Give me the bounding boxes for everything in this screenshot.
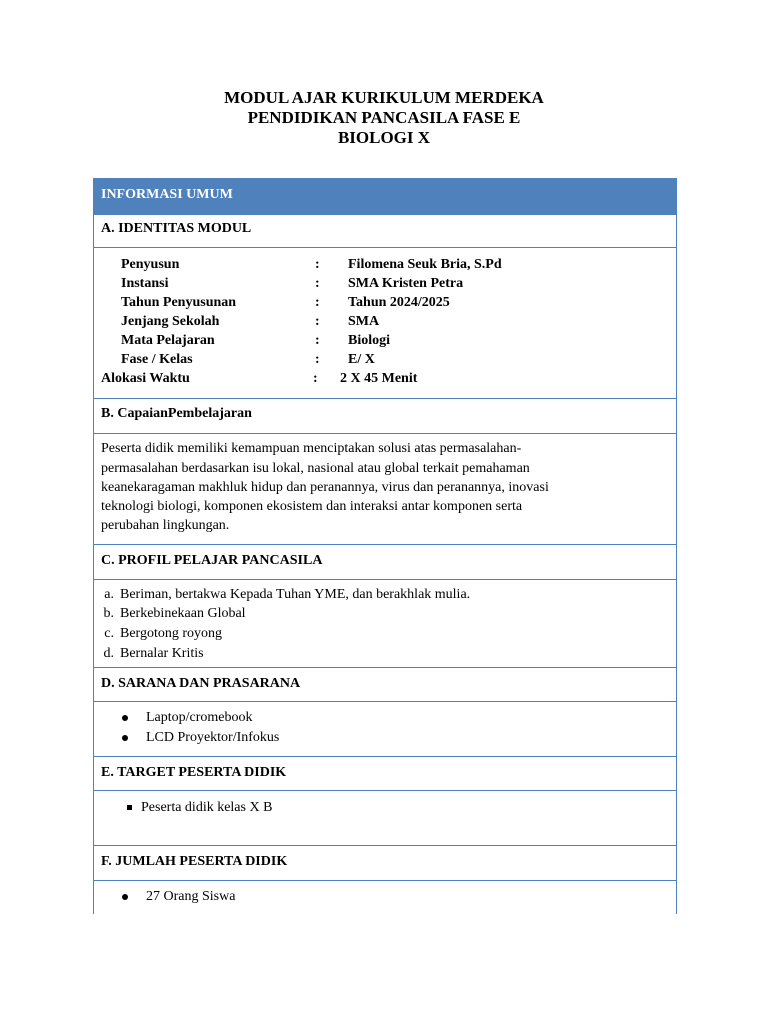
list-item (94, 645, 204, 663)
identitas-separator: : (315, 333, 320, 348)
identitas-separator: : (313, 371, 318, 386)
divider (94, 398, 676, 399)
list-item (122, 729, 279, 747)
identitas-value: Biologi (348, 333, 391, 348)
list-item-text: LCD Proyektor/Infokus (146, 730, 280, 745)
identitas-label: Alokasi Waktu (101, 371, 190, 386)
section-identitas-heading: A. IDENTITAS MODUL (101, 221, 252, 236)
table-header: INFORMASI UMUM (94, 178, 676, 214)
identitas-label: Tahun Penyusunan (121, 295, 237, 310)
square-bullet-icon (127, 805, 132, 810)
divider (94, 790, 676, 791)
list-item-text: 27 Orang Siswa (146, 889, 236, 904)
section-profil-heading: C. PROFIL PELAJAR PANCASILA (101, 553, 323, 568)
identitas-value: 2 X 45 Menit (340, 371, 418, 386)
section-capaian-heading: B. CapaianPembelajaran (101, 406, 252, 421)
paragraph-line: permasalahan berdasarkan isu lokal, nasional atau global terkait pemahaman (101, 461, 530, 476)
identitas-label: Penyusun (121, 257, 180, 272)
divider (94, 247, 676, 248)
list-marker: d. (103, 646, 114, 661)
section-jumlah-heading: F. JUMLAH PESERTA DIDIK (101, 854, 288, 869)
list-marker: a. (104, 587, 114, 602)
divider (94, 433, 676, 434)
identitas-label: Jenjang Sekolah (121, 314, 220, 329)
identitas-value: SMA Kristen Petra (348, 276, 464, 291)
list-item-text: Peserta didik kelas X B (141, 800, 273, 815)
identitas-label: Instansi (121, 276, 169, 291)
list-item (94, 625, 222, 643)
list-item-text: Bergotong royong (120, 626, 223, 641)
list-marker: b. (103, 606, 114, 621)
divider (94, 667, 676, 668)
identitas-value: E/ X (348, 352, 375, 367)
list-item (122, 888, 235, 906)
section-sarana-heading: D. SARANA DAN PRASARANA (101, 676, 301, 691)
list-item-text: Bernalar Kritis (120, 646, 204, 661)
identitas-label: Fase / Kelas (121, 352, 193, 367)
paragraph-line: Peserta didik memiliki kemampuan menciptakan solusi atas permasalahan- (101, 441, 522, 456)
document-subject: BIOLOGI X (337, 128, 431, 147)
list-item (94, 586, 470, 604)
identitas-value: SMA (348, 314, 380, 329)
divider (94, 214, 676, 215)
list-item (122, 709, 253, 727)
list-item (127, 799, 272, 817)
divider (94, 756, 676, 757)
bullet-icon (122, 894, 128, 900)
identitas-separator: : (315, 276, 320, 291)
paragraph-line: keanekaragaman makhluk hidup dan peranannya, virus dan peranannya, inovasi (101, 480, 549, 495)
list-item-text: Laptop/cromebook (146, 710, 253, 725)
paragraph-line: teknologi biologi, komponen ekosistem dan interaksi antar komponen serta (101, 499, 523, 514)
list-marker: c. (104, 626, 114, 641)
identitas-separator: : (315, 295, 320, 310)
bullet-icon (122, 715, 128, 721)
divider (94, 880, 676, 881)
identitas-separator: : (315, 314, 320, 329)
divider (94, 544, 676, 545)
info-table (93, 178, 677, 914)
identitas-value: Filomena Seuk Bria, S.Pd (348, 257, 502, 272)
paragraph-line: perubahan lingkungan. (101, 518, 230, 533)
identitas-label: Mata Pelajaran (121, 333, 215, 348)
identitas-separator: : (315, 352, 320, 367)
document-subtitle: PENDIDIKAN PANCASILA FASE E (247, 108, 521, 127)
divider (94, 845, 676, 846)
list-item (94, 605, 246, 623)
document-title: MODUL AJAR KURIKULUM MERDEKA (224, 88, 544, 107)
divider (94, 701, 676, 702)
identitas-value: Tahun 2024/2025 (348, 295, 450, 310)
divider (94, 579, 676, 580)
list-item-text: Berkebinekaan Global (120, 606, 246, 621)
list-item-text: Beriman, bertakwa Kepada Tuhan YME, dan berakhlak mulia. (120, 587, 471, 602)
section-target-heading: E. TARGET PESERTA DIDIK (101, 765, 287, 780)
identitas-separator: : (315, 257, 320, 272)
bullet-icon (122, 735, 128, 741)
